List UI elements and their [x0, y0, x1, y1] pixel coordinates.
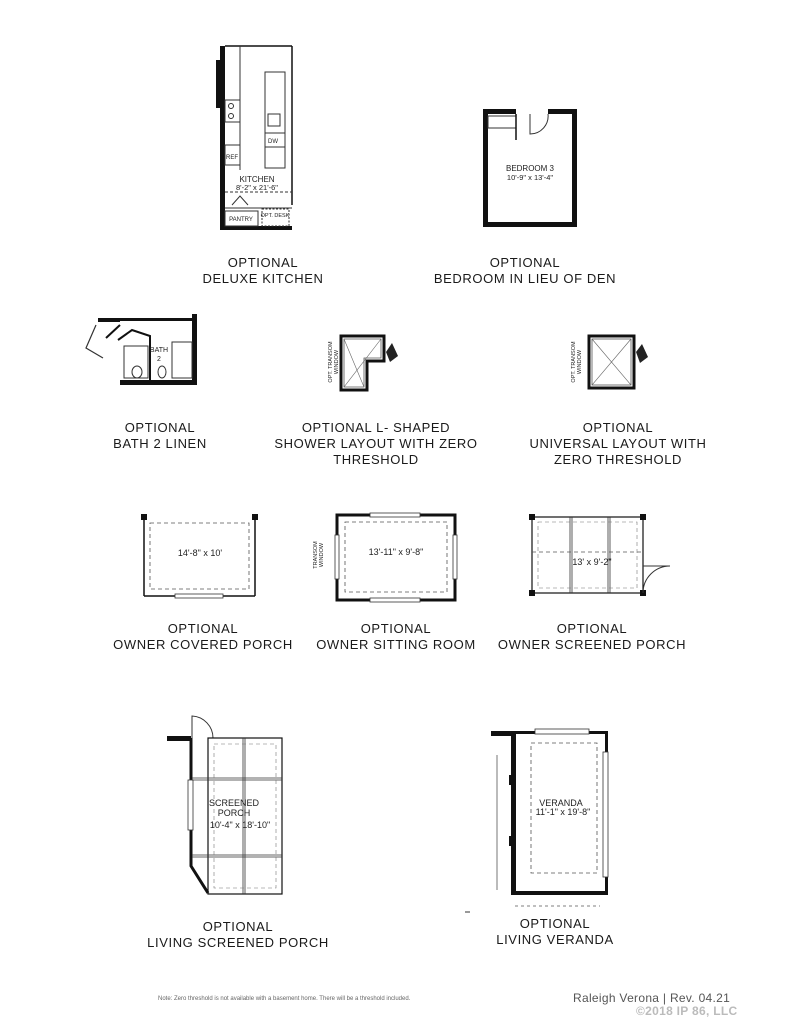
bath-number: 2 [157, 356, 161, 363]
covered-porch-caption [108, 621, 298, 653]
caption-line: SHOWER LAYOUT WITH ZERO [274, 436, 478, 451]
living-veranda-plan [465, 729, 608, 912]
l-shower-side-label-2: WINDOW [334, 349, 340, 375]
living-screened-room-1: SCREENED [208, 798, 260, 808]
universal-caption [520, 420, 716, 468]
caption-line: OWNER COVERED PORCH [113, 637, 293, 652]
caption-line: DELUXE KITCHEN [202, 271, 324, 286]
living-screened-dims: 10'-4" x 18'-10" [209, 820, 271, 830]
bedroom-3-plan [483, 109, 577, 227]
caption-line: OPTIONAL [167, 621, 239, 636]
kitchen-room-label: KITCHEN [239, 175, 275, 184]
caption-line: OPTIONAL [556, 621, 628, 636]
caption-line: OWNER SITTING ROOM [316, 637, 476, 652]
caption-line: OPTIONAL [202, 919, 274, 934]
bedroom-caption [420, 255, 630, 287]
covered-porch-dims: 14'-8" x 10' [177, 548, 223, 558]
sitting-side-label-1: TRANSOM [313, 541, 319, 569]
universal-side-label-1: OPT. TRANSOM [571, 341, 577, 383]
living-veranda-caption [470, 916, 640, 948]
bath-2-linen-plan [86, 314, 197, 385]
caption-line: LIVING SCREENED PORCH [147, 935, 329, 950]
caption-line: BEDROOM IN LIEU OF DEN [433, 271, 617, 286]
caption-line: OPTIONAL [124, 420, 196, 435]
caption-line: OPTIONAL [519, 916, 591, 931]
bath-label: BATH [149, 347, 169, 354]
sitting-room-dims: 13'-11" x 9'-8" [368, 547, 424, 557]
veranda-label: VERANDA [539, 798, 583, 808]
deluxe-kitchen-caption [183, 255, 343, 287]
sitting-room-caption [311, 621, 481, 653]
caption-line: UNIVERSAL LAYOUT WITH [529, 436, 707, 451]
living-screened-porch-plan [167, 716, 282, 894]
copyright-watermark: ©2018 IP 86, LLC [636, 1004, 738, 1018]
bedroom-3-dims: 10'-9" x 13'-4" [506, 173, 554, 182]
l-shower-caption [268, 420, 484, 468]
caption-line: OPTIONAL [582, 420, 654, 435]
pantry-label: PANTRY [229, 217, 253, 223]
caption-line: ZERO THRESHOLD [553, 452, 683, 467]
caption-line: BATH 2 LINEN [113, 436, 207, 451]
caption-line: OPTIONAL [360, 621, 432, 636]
ref-label: REF [226, 155, 238, 161]
owner-screened-porch-plan [529, 514, 670, 596]
sitting-side-label-2: WINDOW [319, 542, 325, 568]
owner-sitting-room-plan [313, 513, 457, 602]
caption-line: OWNER SCREENED PORCH [497, 637, 687, 652]
l-shower-side-label-1: OPT. TRANSOM [328, 341, 334, 383]
caption-line: OPTIONAL [489, 255, 561, 270]
dw-label: DW [268, 139, 278, 145]
bedroom-3-label: BEDROOM 3 [505, 164, 555, 173]
deluxe-kitchen-plan [216, 46, 292, 230]
screened-porch-dims: 13' x 9'-2" [572, 557, 612, 567]
screened-porch-caption [494, 621, 690, 653]
universal-side-label-2: WINDOW [577, 349, 583, 375]
caption-line: OPTIONAL L- SHAPED [301, 420, 451, 435]
desk-label: OPT. DESK [260, 213, 290, 219]
plan-footer: Raleigh Verona | Rev. 04.21 [573, 991, 731, 1005]
threshold-note: Note: Zero threshold is not available with a basement home. There will be a threshold included. [158, 996, 411, 1002]
living-screened-room-2: PORCH [217, 808, 251, 818]
caption-line: LIVING VERANDA [496, 932, 614, 947]
caption-line: THRESHOLD [333, 452, 419, 467]
l-shaped-shower-plan [328, 336, 398, 390]
veranda-dims: 11'-1" x 19'-8" [535, 807, 591, 817]
owner-covered-porch-plan [141, 514, 258, 598]
kitchen-dims: 8'-2" x 21'-6" [236, 183, 278, 192]
living-screened-caption [138, 919, 338, 951]
caption-line: OPTIONAL [227, 255, 299, 270]
bath-linen-caption [90, 420, 230, 452]
universal-layout-plan [571, 336, 648, 388]
